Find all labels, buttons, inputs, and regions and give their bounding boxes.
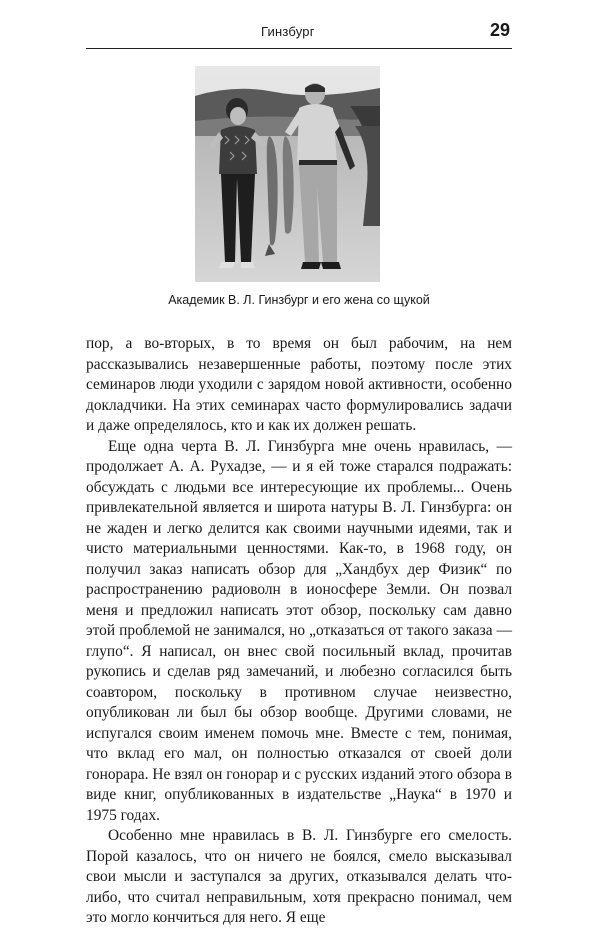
running-title: Гинзбург — [261, 24, 315, 39]
paragraph: Особенно мне нравилась в В. Л. Гинзбурге его смелость. Порой казалось, что он ничего не боялся, смело высказывал свои мысли и заступался за других, отказывался делать что-либо, что считал неправильным, хотя прекрасно понимал, чем это могло кончиться для него. Я еще — [86, 827, 512, 926]
running-header — [86, 22, 512, 49]
paragraph: Еще одна черта В. Л. Гинзбурга мне очень нравилась, — продолжает А. А. Рухадзе, — и я ей тоже старался подражать: обсуждать с людьми все интересующие их проблемы... Очень привлекательной является и широта натуры В. Л. Гинзбурга: он не жаден и легко делится как своими научными идеями, так и чисто материальными ценностями. Как-то, в 1968 году, он получил заказ написать обзор для „Хандбух дер Физик“ по распространению радиоволн в ионосфере Земли. Он позвал меня и предложил написать этот обзор, поскольку сам давно этой проблемой не занимался, но „отказаться от такого заказа — глупо“. Я написал, он внес свой посильный вклад, прочитав рукопись и сделав ряд замечаний, и любезно согласился быть соавтором, поскольку в противном случае неизвестно, опубликован ли был бы обзор вообще. Другими словами, не испугался своим именем помочь мне. Вместе с тем, понимая, что вклад его мал, он полностью отказался от своей доли гонорара. Не взял он гонорар и с русских изданий этого обзора в виде книг, опубликованных в издательстве „Наука“ в 1970 и 1975 годах. — [86, 437, 512, 824]
photo-caption: Академик В. Л. Гинзбург и его жена со щукой — [168, 293, 430, 307]
photograph — [195, 66, 380, 282]
paragraph: пор, а во-вторых, в то время он был рабочим, на нем рассказывались незавершенные работы, поэтому после этих семинаров люди уходили с зарядом новой активности, особенно докладчики. На этих семинарах часто формулировались задачи и даже определялось, кто и как их должен решать. — [86, 335, 512, 434]
body-text — [86, 334, 512, 929]
page-number: 29 — [489, 20, 510, 40]
